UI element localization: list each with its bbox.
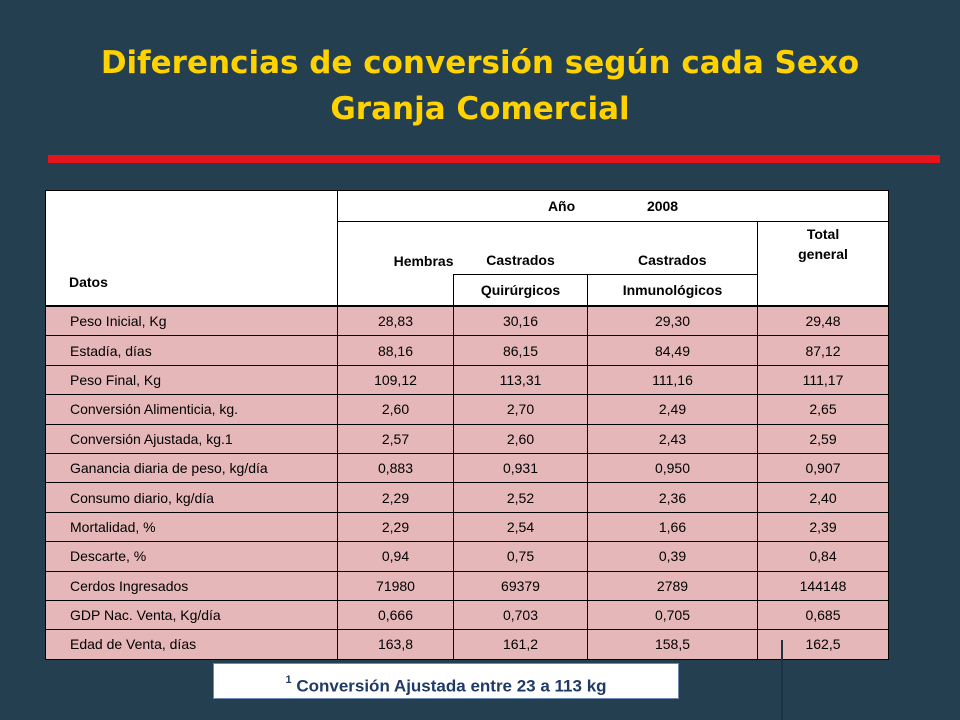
cell-castrados-quirurgicos: 69379 <box>454 571 588 600</box>
cell-castrados-inmunologicos: 158,5 <box>588 630 758 659</box>
table-row <box>46 336 889 365</box>
col-subheader-hembras-empty <box>338 275 454 306</box>
cell-castrados-inmunologicos: 2789 <box>588 571 758 600</box>
year-value: 2008 <box>646 198 679 214</box>
table-row <box>46 542 889 571</box>
data-table <box>45 190 889 306</box>
datos-label: Datos <box>69 274 108 290</box>
row-label: Ganancia diaria de peso, kg/día <box>46 453 338 482</box>
table-row <box>46 512 889 541</box>
col-header-castrados-i: Castrados <box>588 222 758 275</box>
table-row <box>46 453 889 482</box>
cell-hembras: 2,60 <box>338 395 454 424</box>
title-line-2: Granja Comercial <box>330 91 630 127</box>
row-label: Descarte, % <box>46 542 338 571</box>
col-subheader-castrados-q: Quirúrgicos <box>454 275 588 306</box>
cell-castrados-inmunologicos: 0,705 <box>588 600 758 629</box>
table-row <box>46 424 889 453</box>
cell-castrados-inmunologicos: 29,30 <box>588 307 758 336</box>
cell-hembras: 28,83 <box>338 307 454 336</box>
cell-total-general: 162,5 <box>758 630 889 659</box>
row-label: Conversión Ajustada, kg.1 <box>46 424 338 453</box>
row-label: Peso Inicial, Kg <box>46 307 338 336</box>
row-label: Peso Final, Kg <box>46 365 338 394</box>
table-row <box>46 483 889 512</box>
cell-total-general: 0,907 <box>758 453 889 482</box>
cell-hembras: 0,883 <box>338 453 454 482</box>
cell-castrados-inmunologicos: 84,49 <box>588 336 758 365</box>
cell-castrados-inmunologicos: 1,66 <box>588 512 758 541</box>
cell-castrados-quirurgicos: 0,703 <box>454 600 588 629</box>
cell-hembras: 109,12 <box>338 365 454 394</box>
cell-castrados-quirurgicos: 2,54 <box>454 512 588 541</box>
col-header-total <box>758 222 889 306</box>
cell-total-general: 29,48 <box>758 307 889 336</box>
slide-title <box>0 40 960 132</box>
cell-castrados-quirurgicos: 2,60 <box>454 424 588 453</box>
row-label: Estadía, días <box>46 336 338 365</box>
cell-castrados-inmunologicos: 0,950 <box>588 453 758 482</box>
col-header-castrados-q: Castrados <box>454 222 588 275</box>
footnote-text: Conversión Ajustada entre 23 a 113 kg <box>296 676 607 696</box>
row-label: Conversión Alimenticia, kg. <box>46 395 338 424</box>
table-row <box>46 395 889 424</box>
cell-total-general: 2,39 <box>758 512 889 541</box>
table-row <box>46 365 889 394</box>
cell-castrados-quirurgicos: 0,75 <box>454 542 588 571</box>
year-label: Año <box>547 198 576 214</box>
cell-hembras: 2,29 <box>338 512 454 541</box>
col-subheader-castrados-i: Inmunológicos <box>588 275 758 306</box>
cell-castrados-quirurgicos: 2,52 <box>454 483 588 512</box>
table-row <box>46 571 889 600</box>
col-header-total-line2: general <box>798 246 848 262</box>
cell-total-general: 87,12 <box>758 336 889 365</box>
row-label: Consumo diario, kg/día <box>46 483 338 512</box>
cell-hembras: 0,666 <box>338 600 454 629</box>
col-header-hembras: Hembras <box>338 222 454 275</box>
cell-hembras: 88,16 <box>338 336 454 365</box>
table-row <box>46 630 889 659</box>
year-header-cell <box>338 191 889 222</box>
cell-castrados-inmunologicos: 2,49 <box>588 395 758 424</box>
red-divider-bar <box>48 155 940 163</box>
cell-castrados-inmunologicos: 111,16 <box>588 365 758 394</box>
cell-hembras: 71980 <box>338 571 454 600</box>
cell-castrados-quirurgicos: 86,15 <box>454 336 588 365</box>
data-table-container <box>45 190 888 653</box>
cell-total-general: 2,65 <box>758 395 889 424</box>
cell-hembras: 2,57 <box>338 424 454 453</box>
cell-hembras: 2,29 <box>338 483 454 512</box>
cell-castrados-quirurgicos: 0,931 <box>454 453 588 482</box>
row-label: Cerdos Ingresados <box>46 571 338 600</box>
footnote-superscript: 1 <box>285 674 292 686</box>
cell-total-general: 0,685 <box>758 600 889 629</box>
title-line-1: Diferencias de conversión según cada Sexo <box>100 45 860 81</box>
row-label: GDP Nac. Venta, Kg/día <box>46 600 338 629</box>
cell-hembras: 0,94 <box>338 542 454 571</box>
cell-castrados-inmunologicos: 2,36 <box>588 483 758 512</box>
col-header-total-line1: Total <box>806 226 840 242</box>
footnote-box <box>213 663 679 699</box>
cell-castrados-quirurgicos: 2,70 <box>454 395 588 424</box>
cell-castrados-inmunologicos: 2,43 <box>588 424 758 453</box>
table-row <box>46 600 889 629</box>
header-row-year <box>46 191 889 222</box>
cell-total-general: 111,17 <box>758 365 889 394</box>
table-row <box>46 307 889 336</box>
cell-total-general: 2,59 <box>758 424 889 453</box>
data-table-body <box>45 306 889 660</box>
cell-castrados-quirurgicos: 30,16 <box>454 307 588 336</box>
cell-total-general: 144148 <box>758 571 889 600</box>
cell-total-general: 2,40 <box>758 483 889 512</box>
cell-castrados-inmunologicos: 0,39 <box>588 542 758 571</box>
row-label: Mortalidad, % <box>46 512 338 541</box>
cell-castrados-quirurgicos: 113,31 <box>454 365 588 394</box>
cell-hembras: 163,8 <box>338 630 454 659</box>
cell-castrados-quirurgicos: 161,2 <box>454 630 588 659</box>
decorative-line <box>781 640 783 720</box>
row-label: Edad de Venta, días <box>46 630 338 659</box>
cell-total-general: 0,84 <box>758 542 889 571</box>
